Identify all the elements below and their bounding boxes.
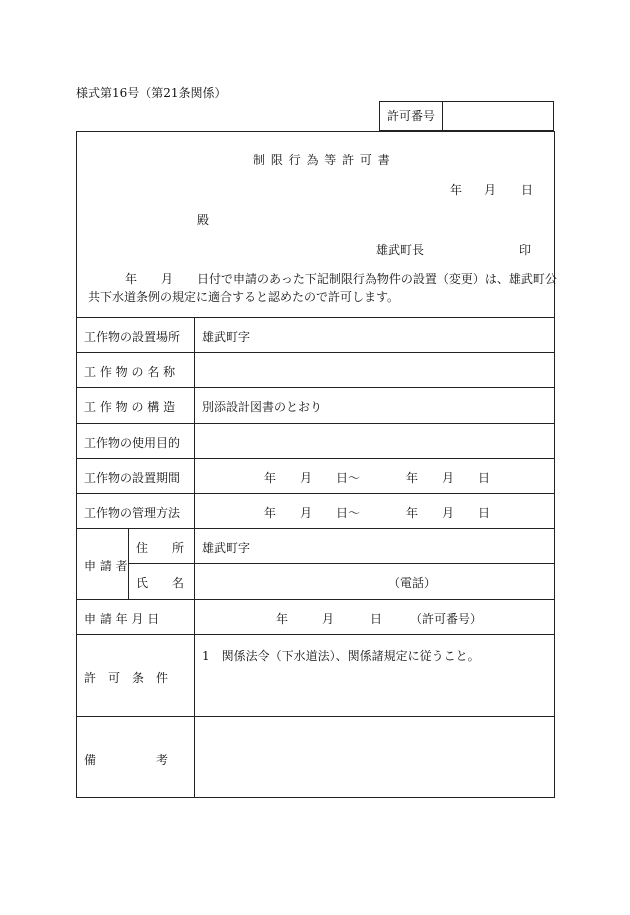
remarks-label: 備 考 [84, 753, 169, 767]
application-date-label: 申 請 年 月 日 [84, 612, 160, 626]
issuer-name: 雄武町長 [376, 243, 425, 257]
management-month2: 月 [442, 506, 455, 520]
permit-number-label: 許可番号 [380, 102, 443, 130]
issue-date-day: 日 [521, 183, 534, 197]
structure-value[interactable]: 別添設計図書のとおり [202, 400, 323, 414]
management-month1: 月 [300, 506, 313, 520]
body-text-line2: 共下水道条例の規定に適合すると認めたので許可します。 [88, 290, 400, 304]
period-month2: 月 [442, 471, 455, 485]
management-year1: 年 [264, 506, 277, 520]
purpose-label: 工作物の使用目的 [84, 436, 181, 450]
period-year1: 年 [264, 471, 277, 485]
condition-item-1: 1 関係法令（下水道法）、関係諸規定に従うこと。 [202, 649, 480, 663]
application-permit-no: （許可番号） [410, 612, 483, 626]
period-month1: 月 [300, 471, 313, 485]
location-label: 工作物の設置場所 [84, 330, 181, 344]
management-year2: 年 [406, 506, 419, 520]
issue-date-year: 年 [450, 183, 463, 197]
permit-number-value[interactable] [443, 102, 553, 130]
document-title: 制 限 行 為 等 許 可 書 [253, 153, 391, 167]
application-year: 年 [276, 612, 289, 626]
applicant-address-value[interactable]: 雄武町字 [202, 541, 251, 555]
application-day: 日 [370, 612, 383, 626]
management-day2: 日 [478, 506, 491, 520]
period-day2: 日 [478, 471, 491, 485]
applicant-group-label: 申 請 者 [84, 559, 128, 573]
name-label: 工 作 物 の 名 称 [84, 365, 176, 379]
period-label: 工作物の設置期間 [84, 471, 181, 485]
management-label: 工作物の管理方法 [84, 506, 181, 520]
form-number: 様式第16号（第21条関係） [76, 86, 227, 100]
issuer-seal: 印 [519, 243, 532, 257]
addressee-suffix: 殿 [197, 213, 210, 227]
body-year: 年 [125, 272, 138, 286]
period-day1: 日～ [336, 471, 361, 485]
applicant-phone[interactable]: （電話） [388, 576, 437, 590]
application-month: 月 [322, 612, 335, 626]
management-day1: 日～ [336, 506, 361, 520]
applicant-address-label: 住 所 [136, 541, 185, 555]
period-year2: 年 [406, 471, 419, 485]
conditions-label: 許 可 条 件 [84, 671, 169, 685]
issue-date-month: 月 [484, 183, 497, 197]
body-month: 月 [161, 272, 174, 286]
structure-label: 工 作 物 の 構 造 [84, 400, 176, 414]
permit-number-box [379, 101, 554, 131]
location-value[interactable]: 雄武町字 [202, 330, 251, 344]
form-frame [76, 131, 555, 798]
applicant-name-label: 氏 名 [136, 576, 185, 590]
body-text-line1: 日付で申請のあった下記制限行為物件の設置（変更）は、雄武町公 [197, 272, 557, 286]
